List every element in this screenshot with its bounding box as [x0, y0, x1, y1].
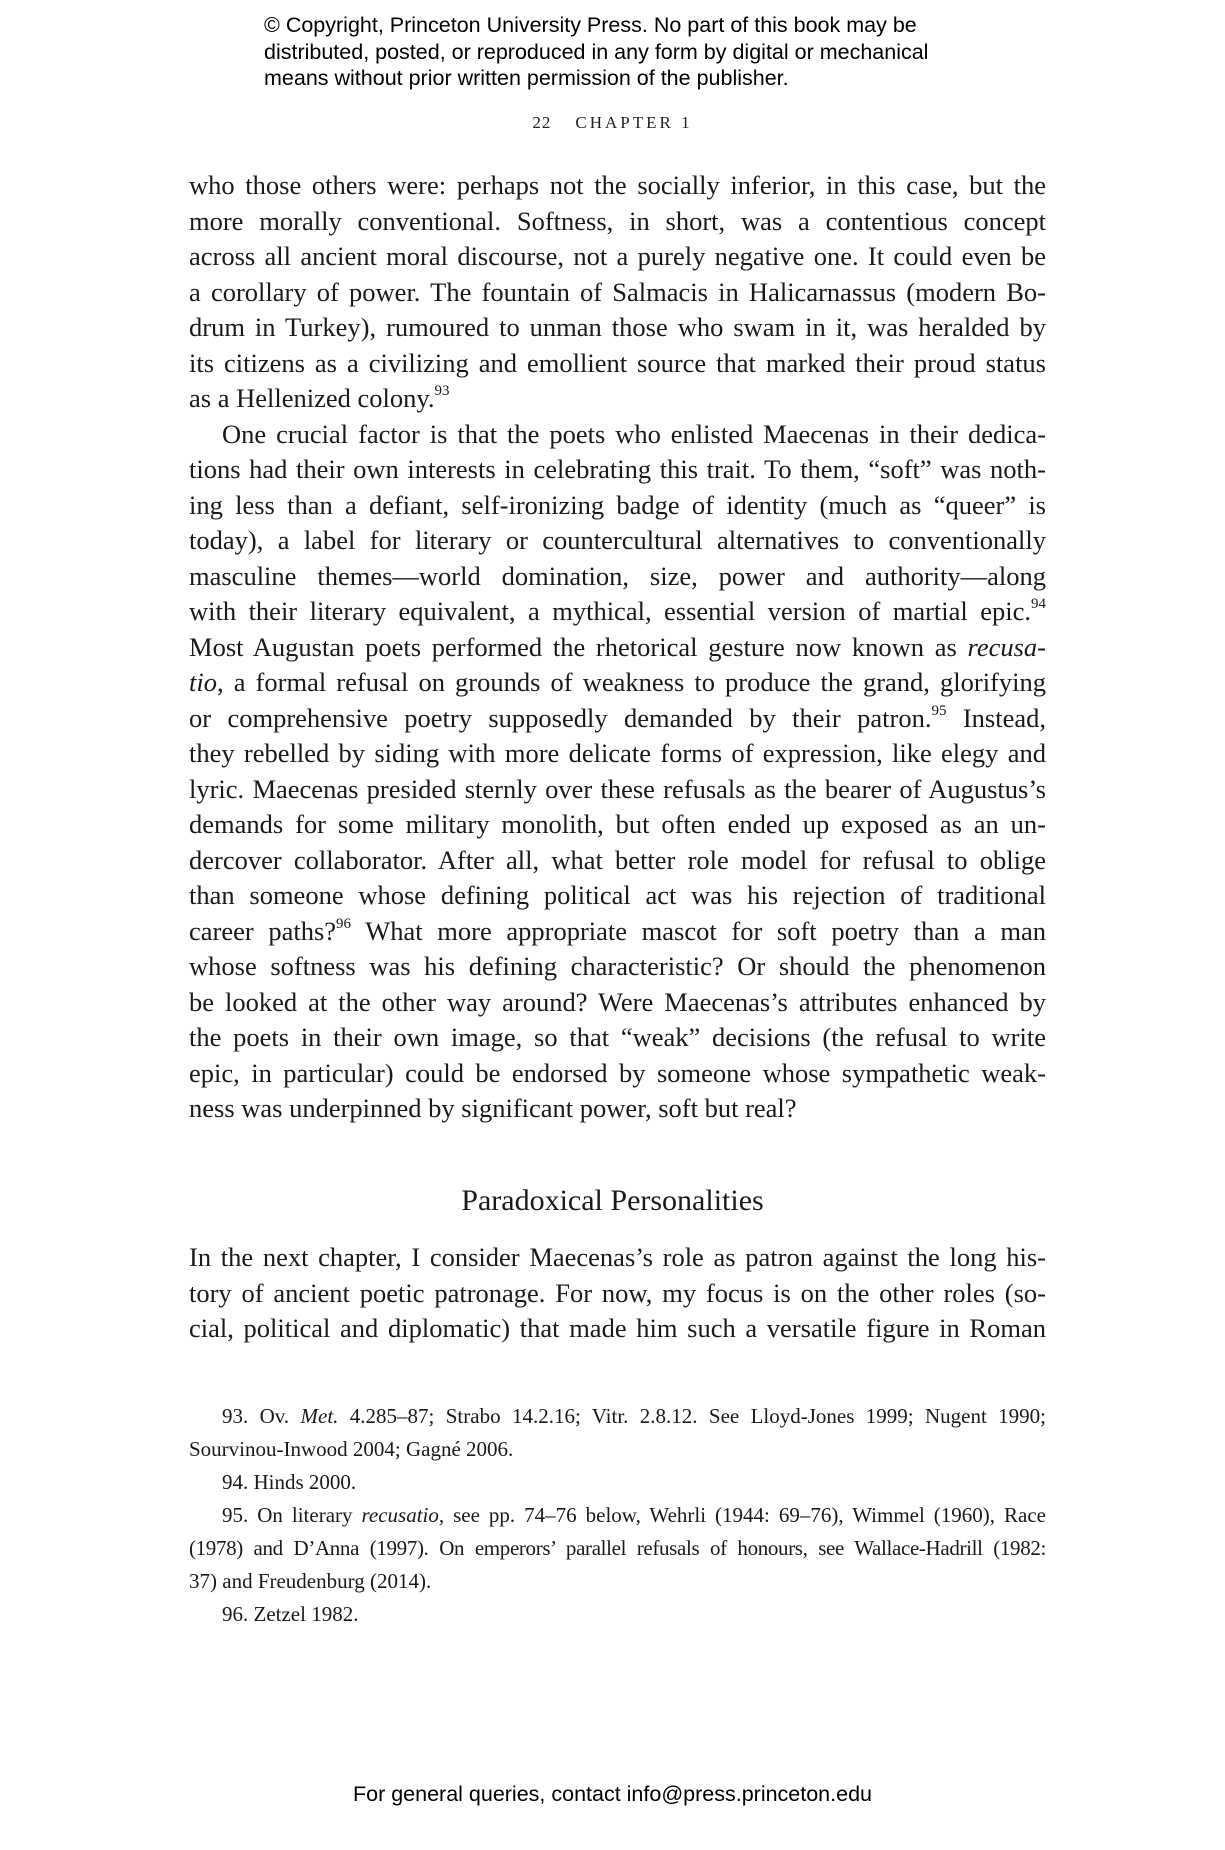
- text-fragment: with their literary equivalent, a mythical, essential version of martial epic.: [189, 596, 1031, 626]
- footnote-line: Sourvinou-Inwood 2004; Gagné 2006.: [189, 1437, 514, 1461]
- italic-term: recusatio: [361, 1503, 439, 1527]
- text-line: be looked at the other way around? Were Maecenas’s attributes enhanced by: [189, 986, 1046, 1017]
- text-line: who those others were: perhaps not the socially inferior, in this case, but the: [189, 170, 1046, 200]
- text-line: ing less than a defiant, self-ironizing badge of identity (much as “queer” is: [189, 489, 1046, 520]
- text-line: ness was underpinned by significant power, soft but real?: [189, 1093, 797, 1123]
- text-line: today), a label for literary or countercultural alternatives to conventionally: [189, 525, 1046, 555]
- copyright-line: distributed, posted, or reproduced in any form by digital or mechanical: [264, 39, 929, 64]
- page-number: 22: [532, 113, 552, 132]
- chapter-label: CHAPTER 1: [575, 113, 693, 132]
- text-line: lyric. Maecenas presided sternly over these refusals as the bearer of Augustus’s: [189, 773, 1046, 804]
- text-line: tory of ancient poetic patronage. For now, my focus is on the other roles (so-: [189, 1277, 1046, 1308]
- text-line: than someone whose defining political act was his rejection of traditional: [189, 880, 1046, 910]
- footnote-95: [189, 1499, 1046, 1532]
- text-fragment: 95. On literary: [222, 1503, 362, 1527]
- footnotes: [189, 1400, 1046, 1631]
- text-line: [189, 381, 1046, 417]
- footnote-94: 94. Hinds 2000.: [222, 1470, 357, 1494]
- footnote-ref: 96: [336, 915, 352, 932]
- text-line: a corollary of power. The fountain of Salmacis in Halicarnassus (modern Bo-: [189, 276, 1046, 307]
- text-line: across all ancient moral discourse, not a purely negative one. It could even be: [189, 241, 1046, 271]
- text-line: [189, 594, 1046, 630]
- text-line: tions had their own interests in celebrating this trait. To them, “soft” was noth-: [189, 454, 1046, 484]
- running-head: [0, 113, 1225, 133]
- italic-term: tio: [189, 667, 217, 697]
- section-body-text: [189, 1240, 1046, 1347]
- text-line: [189, 701, 1046, 737]
- text-line: the poets in their own image, so that “weak” decisions (the refusal to write: [189, 1022, 1046, 1052]
- text-line: whose softness was his defining characteristic? Or should the phenomenon: [189, 951, 1046, 981]
- text-line: they rebelled by siding with more delicate forms of expression, like elegy and: [189, 738, 1046, 768]
- footnote-ref: 95: [931, 702, 947, 719]
- copyright-line: © Copyright, Princeton University Press. No part of this book may be: [264, 13, 917, 37]
- text-line: One crucial factor is that the poets who enlisted Maecenas in their dedica-: [222, 418, 1046, 449]
- text-line: In the next chapter, I consider Maecenas’s role as patron against the long his-: [189, 1242, 1046, 1272]
- text-line: [189, 665, 1046, 701]
- copyright-notice: [264, 12, 1024, 92]
- text-fragment: , a formal refusal on grounds of weakness to produce the grand, glorifying: [216, 667, 1046, 697]
- footnote-96: 96. Zetzel 1982.: [222, 1602, 359, 1626]
- copyright-line: means without prior written permission of the publisher.: [264, 66, 789, 90]
- text-fragment: Instead,: [946, 702, 1046, 733]
- text-line: [189, 630, 1046, 666]
- text-line: drum in Turkey), rumoured to unman those who swam in it, was heralded by: [189, 312, 1046, 342]
- text-line: demands for some military monolith, but often ended up exposed as an un-: [189, 809, 1046, 839]
- footnote-ref: 94: [1031, 596, 1046, 612]
- footnote-ref: 93: [434, 383, 450, 399]
- text-line: epic, in particular) could be endorsed by someone whose sympathetic weak-: [189, 1057, 1046, 1088]
- footnote-line: 37) and Freudenburg (2014).: [189, 1569, 432, 1593]
- text-line: more morally conventional. Softness, in short, was a contentious concept: [189, 205, 1046, 236]
- italic-term: Met.: [300, 1404, 339, 1428]
- text-fragment: career paths?: [189, 915, 337, 946]
- text-line: [189, 914, 1046, 950]
- text-fragment: , see pp. 74–76 below, Wehrli (1944: 69–76), Wimmel (1960), Race: [438, 1503, 1046, 1527]
- text-line: dercover collaborator. After all, what better role model for refusal to oblige: [189, 844, 1046, 875]
- italic-term: recusa-: [967, 631, 1046, 662]
- section-heading: Paradoxical Personalities: [461, 1184, 764, 1217]
- footnote-93: [189, 1400, 1046, 1433]
- text-fragment: 93. Ov.: [222, 1404, 301, 1428]
- footnote-line: (1978) and D’Anna (1997). On emperors’ parallel refusals of honours, see Wallace-Hadrill (1982:: [189, 1536, 1046, 1560]
- text-line: its citizens as a civilizing and emollient source that marked their proud status: [189, 347, 1046, 378]
- text-fragment: 4.285–87; Strabo 14.2.16; Vitr. 2.8.12. See Lloyd-Jones 1999; Nugent 1990;: [338, 1404, 1046, 1428]
- text-line: masculine themes—world domination, size, power and authority—along: [189, 560, 1046, 591]
- footer-contact: For general queries, contact info@press.princeton.edu: [352, 1782, 872, 1806]
- body-text: [189, 168, 1046, 1127]
- text-fragment: as a Hellenized colony.: [189, 383, 435, 413]
- text-fragment: or comprehensive poetry supposedly demanded by their patron.: [189, 702, 932, 733]
- text-fragment: What more appropriate mascot for soft poetry than a man: [351, 915, 1046, 946]
- text-fragment: Most Augustan poets performed the rhetorical gesture now known as: [189, 631, 968, 662]
- text-line: cial, political and diplomatic) that made him such a versatile figure in Roman: [189, 1313, 1046, 1343]
